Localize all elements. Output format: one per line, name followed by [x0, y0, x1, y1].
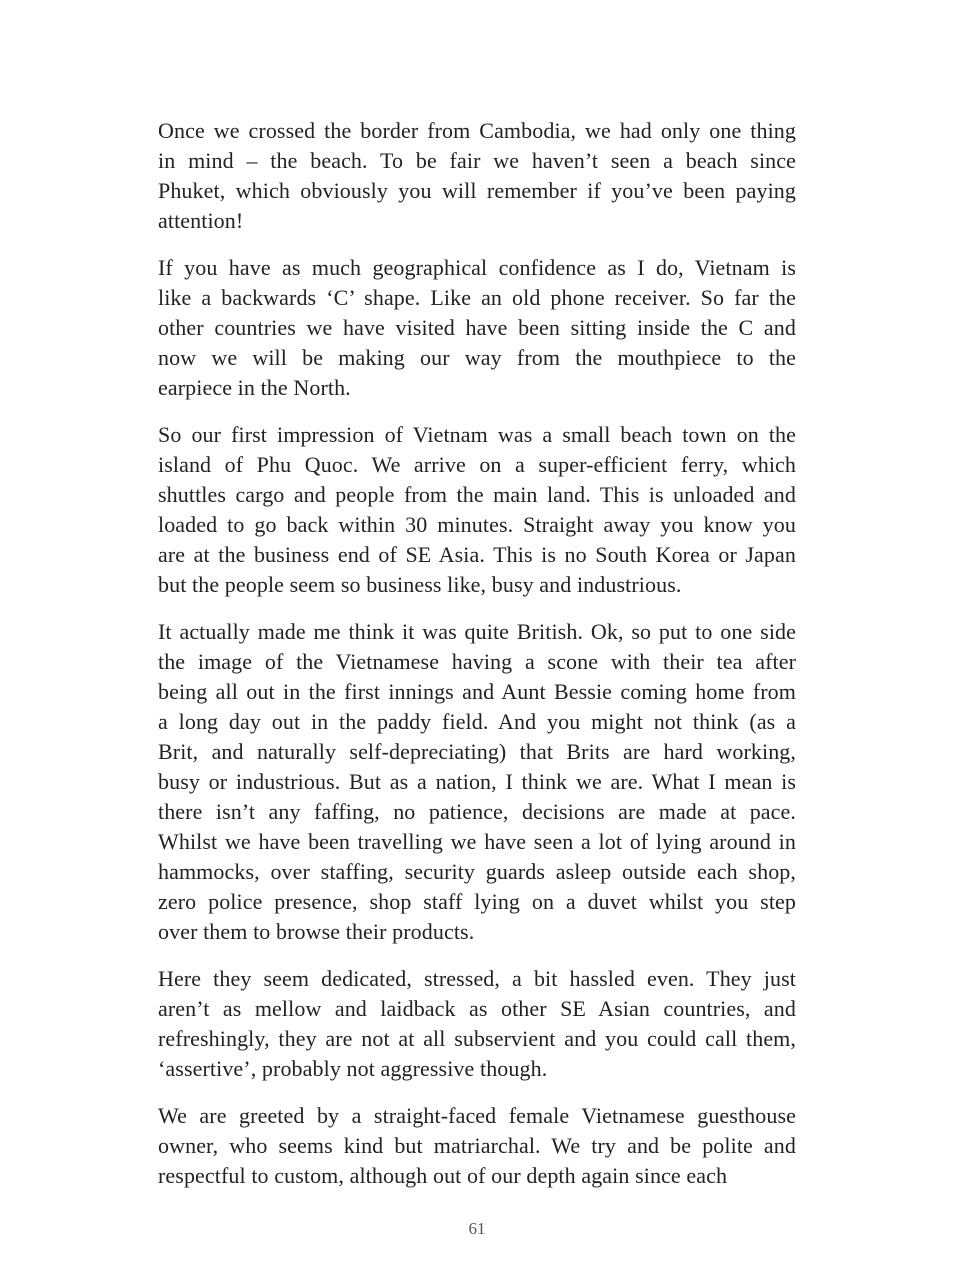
text-line: respectful to custom, although out of our depth again since each	[158, 1163, 728, 1188]
text-line: a long day out in the paddy field. And you might not think (as a	[158, 709, 796, 734]
text-line: attention!	[158, 208, 244, 233]
text-line: Here they seem dedicated, stressed, a bit hassled even. They just	[158, 966, 796, 991]
text-line: island of Phu Quoc. We arrive on a super-efficient ferry, which	[158, 452, 796, 477]
text-line: in mind – the beach. To be fair we haven’t seen a beach since	[158, 148, 796, 173]
text-line: So our first impression of Vietnam was a small beach town on the	[158, 422, 796, 447]
page-text	[158, 116, 796, 1208]
text-line: but the people seem so business like, busy and industrious.	[158, 572, 682, 597]
text-line: other countries we have visited have been sitting inside the C and	[158, 315, 796, 340]
text-line: hammocks, over staffing, security guards asleep outside each shop,	[158, 859, 796, 884]
text-line: Whilst we have been travelling we have seen a lot of lying around in	[158, 829, 796, 854]
paragraph	[158, 964, 796, 1084]
text-line: loaded to go back within 30 minutes. Straight away you know you	[158, 512, 796, 537]
text-line: like a backwards ‘C’ shape. Like an old phone receiver. So far the	[158, 285, 796, 310]
text-line: over them to browse their products.	[158, 919, 475, 944]
text-line: refreshingly, they are not at all subservient and you could call them,	[158, 1026, 796, 1051]
text-line: there isn’t any faffing, no patience, decisions are made at pace.	[158, 799, 796, 824]
text-line: the image of the Vietnamese having a scone with their tea after	[158, 649, 796, 674]
text-line: Once we crossed the border from Cambodia, we had only one thing	[158, 118, 796, 143]
text-line: busy or industrious. But as a nation, I think we are. What I mean is	[158, 769, 796, 794]
text-line: aren’t as mellow and laidback as other SE Asian countries, and	[158, 996, 796, 1021]
text-line: Phuket, which obviously you will remember if you’ve been paying	[158, 178, 796, 203]
text-line: now we will be making our way from the mouthpiece to the	[158, 345, 796, 370]
text-line: zero police presence, shop staff lying on a duvet whilst you step	[158, 889, 796, 914]
text-line: It actually made me think it was quite British. Ok, so put to one side	[158, 619, 796, 644]
text-line: earpiece in the North.	[158, 375, 351, 400]
paragraph	[158, 1101, 796, 1191]
text-line: We are greeted by a straight-faced female Vietnamese guesthouse	[158, 1103, 796, 1128]
text-line: Brit, and naturally self-depreciating) that Brits are hard working,	[158, 739, 796, 764]
paragraph	[158, 116, 796, 236]
text-line: If you have as much geographical confidence as I do, Vietnam is	[158, 255, 796, 280]
text-line: being all out in the first innings and Aunt Bessie coming home from	[158, 679, 796, 704]
text-line: owner, who seems kind but matriarchal. We try and be polite and	[158, 1133, 796, 1158]
text-line: ‘assertive’, probably not aggressive though.	[158, 1056, 548, 1081]
paragraph	[158, 253, 796, 403]
paragraph	[158, 420, 796, 600]
page-number: 61	[468, 1219, 486, 1238]
text-line: are at the business end of SE Asia. This is no South Korea or Japan	[158, 542, 796, 567]
paragraph	[158, 617, 796, 947]
text-line: shuttles cargo and people from the main land. This is unloaded and	[158, 482, 796, 507]
